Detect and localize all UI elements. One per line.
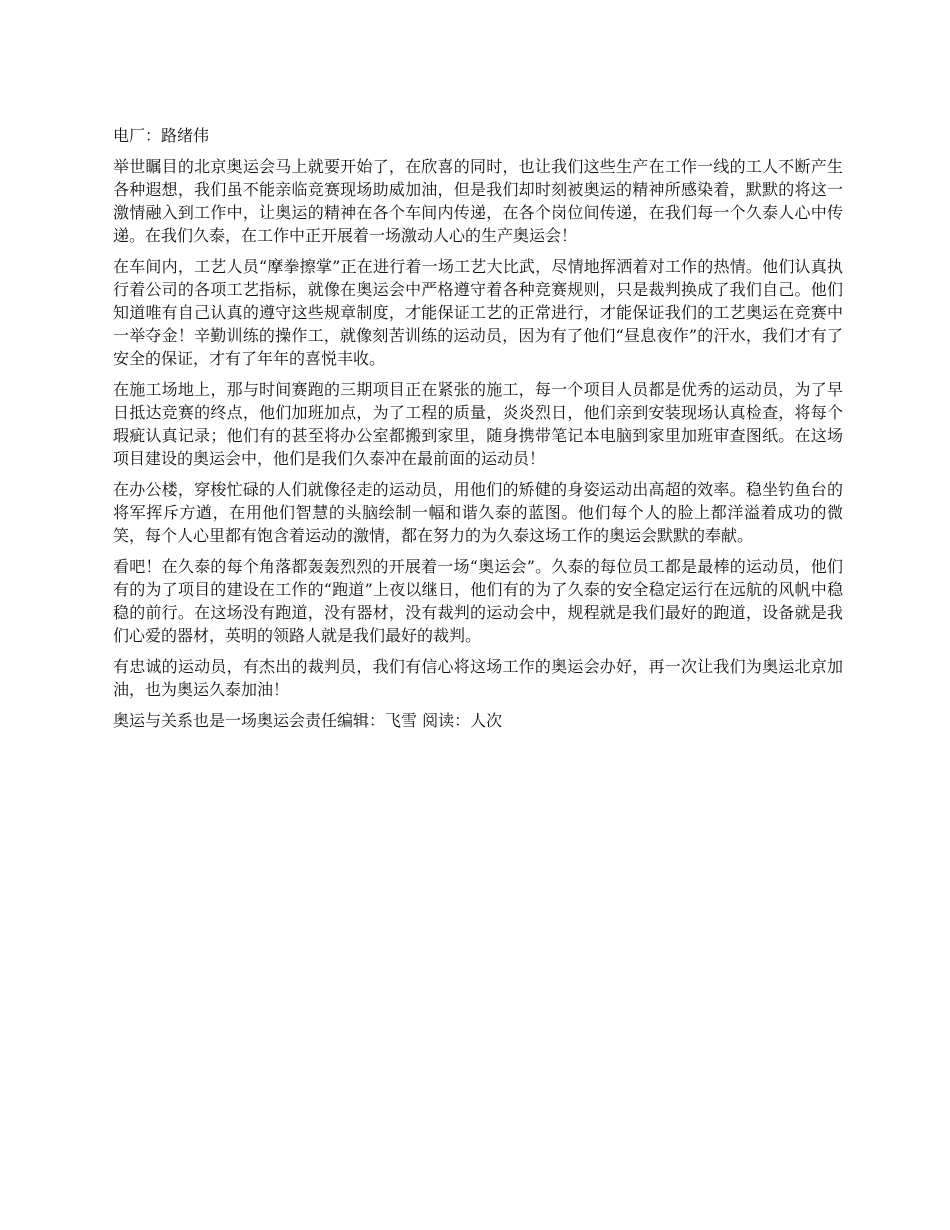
paragraph-2: 在车间内，工艺人员“摩拳擦掌”正在进行着一场工艺大比武，尽情地挥洒着对工作的热情。他们认真执行着公司的各项工艺指标，就像在奥运会中严格遵守着各种竞赛规则，只是裁判换成了我们自己。他们知道唯有自己认真的遵守这些规章制度，才能保证工艺的正常进行，才能保证我们的工艺奥运在竞赛中一举夺金！辛勤训练的操作工，就像刻苦训练的运动员，因为有了他们“昼息夜作”的汗水，我们才有了安全的保证，才有了年年的喜悦丰收。 xyxy=(113,257,843,368)
article-body xyxy=(113,124,843,732)
paragraph-3: 在施工场地上，那与时间赛跑的三期项目正在紧张的施工，每一个项目人员都是优秀的运动员，为了早日抵达竞赛的终点，他们加班加点，为了工程的质量，炎炎烈日，他们亲到安装现场认真检查，将每个瑕疵认真记录；他们有的甚至将办公室都搬到家里，随身携带笔记本电脑到家里加班审查图纸。在这场项目建设的奥运会中，他们是我们久泰冲在最前面的运动员！ xyxy=(113,380,843,468)
paragraph-6: 有忠诚的运动员，有杰出的裁判员，我们有信心将这场工作的奥运会办好，再一次让我们为奥运北京加油，也为奥运久泰加油！ xyxy=(113,657,843,699)
paragraph-1: 举世瞩目的北京奥运会马上就要开始了，在欣喜的同时，也让我们这些生产在工作一线的工人不断产生各种遐想，我们虽不能亲临竞赛现场助威加油，但是我们却时刻被奥运的精神所感染着，默默的将这一激情融入到工作中，让奥运的精神在各个车间内传递，在各个岗位间传递，在我们每一个久泰人心中传递。在我们久泰，在工作中正开展着一场激动人心的生产奥运会！ xyxy=(113,157,843,245)
footer-line: 奥运与关系也是一场奥运会责任编辑：飞雪 阅读：人次 xyxy=(113,711,503,730)
paragraph-4: 在办公楼，穿梭忙碌的人们就像径走的运动员，用他们的矫健的身姿运动出高超的效率。稳坐钓鱼台的将军挥斥方遒，在用他们智慧的头脑绘制一幅和谐久泰的蓝图。他们每个人的脸上都洋溢着成功的微笑，每个人心里都有饱含着运动的激情，都在努力的为久泰这场工作的奥运会默默的奉献。 xyxy=(113,480,843,545)
paragraph-5: 看吧！在久泰的每个角落都轰轰烈烈的开展着一场“奥运会”。久泰的每位员工都是最棒的运动员，他们有的为了项目的建设在工作的“跑道”上夜以继日，他们有的为了久泰的安全稳定运行在远航的风帆中稳稳的前行。在这场没有跑道，没有器材，没有裁判的运动会中，规程就是我们最好的跑道，设备就是我们心爱的器材，英明的领路人就是我们最好的裁判。 xyxy=(113,557,843,645)
author-line: 电厂：路绪伟 xyxy=(113,126,210,145)
